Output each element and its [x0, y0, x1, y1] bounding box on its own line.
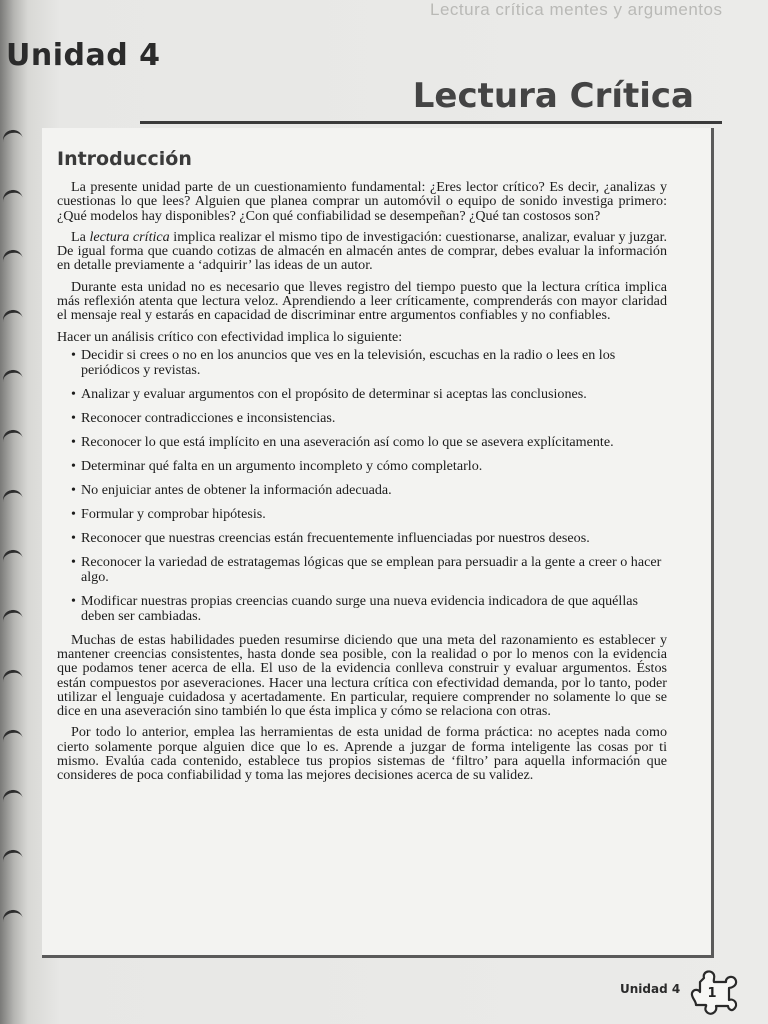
p2-before: La	[71, 228, 90, 245]
list-item: • No enjuiciar antes de obtener la información adecuada.	[71, 483, 667, 498]
section-title: Lectura Crítica	[412, 76, 694, 116]
intro-paragraph-3: Durante esta unidad no es necesario que lleves registro del tiempo puesto que la lectura crítica implica más reflexión atenta que lectura veloz. Aprendiendo a leer críticamente, comprenderás con mayor claridad el mensaje real y estarás en capacidad de discriminar entre argumentos confiables y no confiables.	[57, 278, 667, 324]
p2-after: implica realizar el mismo tipo de investigación: cuestionarse, analizar, evaluar y juzgar. De igual forma que cuando cotizas de almacén en almacén antes de comprar, debes evaluar la información en detalle previamente a ‘adquirir’ las ideas de un autor.	[57, 228, 668, 274]
page-number: 1	[707, 986, 717, 1001]
list-item: • Reconocer que nuestras creencias están frecuentemente influenciadas por nuestros deseos.	[71, 531, 667, 546]
list-item: • Determinar qué falta en un argumento incompleto y cómo completarlo.	[71, 459, 667, 474]
list-item: • Reconocer la variedad de estratagemas lógicas que se emplean para persuadir a la gente a creer o hacer algo.	[71, 555, 667, 584]
list-item: • Analizar y evaluar argumentos con el propósito de determinar si aceptas las conclusiones.	[71, 387, 667, 402]
intro-paragraph-1: La presente unidad parte de un cuestionamiento fundamental: ¿Eres lector crítico? Es decir, ¿analizas y cuestionas lo que lees? Alguien que planea comprar un automóvil o equipo de sonido investiga primero: ¿Qué modelos hay disponibles? ¿Con qué confiabilidad se desempeñan? ¿Qué tan costosos son?	[57, 179, 667, 224]
list-item: • Modificar nuestras propias creencias cuando surge una nueva evidencia indicadora de que aquéllas deben ser cambiadas.	[71, 594, 667, 623]
list-item: • Formular y comprobar hipótesis.	[71, 507, 667, 522]
intro-paragraph-2	[57, 230, 667, 273]
spiral-binding	[0, 120, 26, 950]
bleed-through-text: Lectura crítica mentes y argumentos	[430, 0, 723, 19]
list-item: • Reconocer contradicciones e inconsistencias.	[71, 411, 667, 426]
list-item: • Decidir si crees o no en los anuncios que ves en la televisión, escuchas en la radio o lees en los periódicos y revistas.	[71, 348, 667, 377]
skills-list	[57, 348, 667, 623]
p2-emphasis: lectura crítica	[89, 228, 170, 245]
footer-unit-label: Unidad 4	[620, 982, 681, 996]
list-intro: Hacer un análisis crítico con efectividad implica lo siguiente:	[57, 328, 403, 345]
intro-paragraph-4: Muchas de estas habilidades pueden resumirse diciendo que una meta del razonamiento es establecer y mantener creencias consistentes, hasta donde sea posible, con la realidad o por lo menos con la evidencia que podamos tener acerca de ella. El uso de la evidencia conlleva construir y evaluar argumentos. Éstos están compuestos por aseveraciones. Hacer una lectura crítica con efectividad demanda, por lo tanto, poder utilizar el lenguaje cuidadosa y acertadamente. En particular, requiere comprender no solamente lo que se dice en una aseveración sino también lo que ésta implica y cómo se relaciona con otras.	[57, 631, 667, 720]
intro-heading: Introducción	[57, 148, 192, 170]
content-box	[42, 128, 714, 958]
list-item: • Reconocer lo que está implícito en una aseveración así como lo que se asevera explícitamente.	[71, 435, 667, 450]
title-rule	[140, 121, 722, 124]
intro-paragraph-5: Por todo lo anterior, emplea las herramientas de esta unidad de forma práctica: no aceptes nada como cierto solamente porque alguien dice que lo es. Aprende a juzgar de forma inteligente las cosas por ti mismo. Evalúa cada contenido, establece tus propios sistemas de ‘filtro’ para aquella información que consideres de poca confiabilidad y toma las mejores decisiones acerca de su validez.	[57, 724, 667, 784]
unit-label: Unidad 4	[6, 38, 161, 73]
